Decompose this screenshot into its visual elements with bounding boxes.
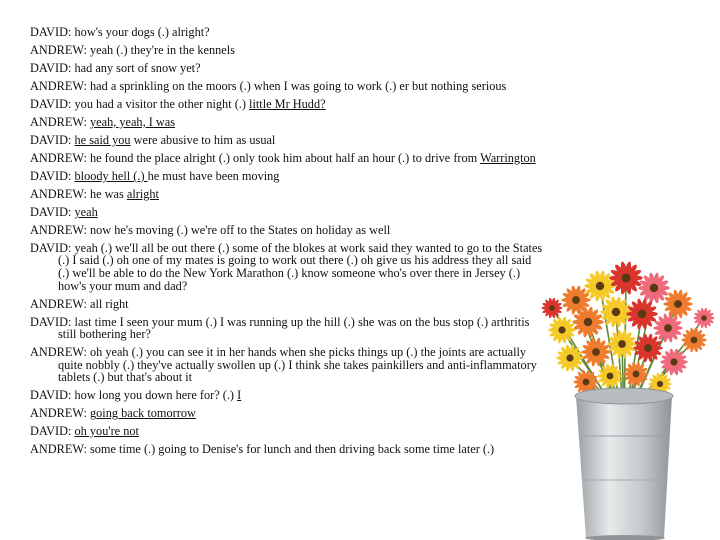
transcript-line <box>30 188 545 201</box>
transcript-text: ANDREW: he found the place alright (.) only took him about half an hour (.) to drive from <box>30 150 481 165</box>
transcript-line <box>30 152 545 165</box>
transcript-text: ANDREW: all right <box>30 296 129 311</box>
transcript-text: DAVID: yeah (.) we'll all be out there (.) some of the blokes at work said they wanted to go to the States (.) I said (.) oh one of my mates is going to work out there (.) oh give us his address they all said (.) we'll be able to do the New York Marathon (.) know someone who's over there in Jersey (.) how's your mum and dad? <box>30 240 543 293</box>
underlined-overlap-text: I <box>237 388 242 403</box>
underlined-overlap-text: he said you <box>74 132 131 147</box>
transcript-line <box>30 346 545 384</box>
underlined-overlap-text: alright <box>126 186 159 201</box>
transcript-line <box>30 298 545 311</box>
transcript-line <box>30 170 545 183</box>
transcript-text: DAVID: <box>30 132 75 147</box>
transcript-text: DAVID: <box>30 424 75 439</box>
transcript-line <box>30 443 545 456</box>
underlined-overlap-text: oh you're not <box>74 424 139 439</box>
flower-head <box>542 297 563 318</box>
transcript-line <box>30 80 545 93</box>
underlined-overlap-text: yeah <box>74 204 98 219</box>
underlined-overlap-text: Warrington <box>480 150 536 165</box>
transcript-text: ANDREW: <box>30 406 90 421</box>
flower-head <box>584 270 616 302</box>
transcript-text: ANDREW: yeah (.) they're in the kennels <box>30 42 235 57</box>
transcript-line <box>30 407 545 420</box>
transcript-line <box>30 116 545 129</box>
flower-head <box>694 307 715 328</box>
transcript-text: he must have been moving <box>147 168 280 183</box>
transcript-text: DAVID: <box>30 204 75 219</box>
flower-head <box>626 298 658 330</box>
transcript-text: ANDREW: oh yeah (.) you can see it in her hands when she picks things up (.) the joints are actually quite nobbly (.) they've actually swollen up (.) I think she takes painkillers and anti-inflammatory tablets (.) but that's about it <box>30 345 537 385</box>
transcript-line <box>30 44 545 57</box>
transcript-line <box>30 26 545 39</box>
underlined-overlap-text: little Mr Hudd? <box>249 96 326 111</box>
transcript-line <box>30 224 545 237</box>
transcript-text: ANDREW: he was <box>30 186 127 201</box>
transcript-text: DAVID: how's your dogs (.) alright? <box>30 25 210 39</box>
transcript-text: DAVID: had any sort of snow yet? <box>30 60 201 75</box>
transcript-text: ANDREW: some time (.) going to Denise's for lunch and then driving back some time later (.) <box>30 442 495 457</box>
flower-bucket-image <box>538 248 720 540</box>
transcript-text: DAVID: how long you down here for? (.) <box>30 388 238 403</box>
transcript-line <box>30 206 545 219</box>
transcript-text: DAVID: you had a visitor the other night (.) <box>30 96 250 111</box>
flower-heads <box>542 261 715 396</box>
transcript-text: DAVID: <box>30 168 75 183</box>
underlined-overlap-text: yeah, yeah, I was <box>90 114 176 129</box>
transcript-line <box>30 425 545 438</box>
transcript-line <box>30 316 545 341</box>
transcript-line <box>30 134 545 147</box>
underlined-overlap-text: bloody hell (.) <box>74 168 148 183</box>
flower-head <box>653 313 682 343</box>
underlined-overlap-text: going back tomorrow <box>90 406 196 421</box>
transcript-line <box>30 98 545 111</box>
transcript-text: ANDREW: <box>30 114 90 129</box>
flower-head <box>638 272 670 304</box>
transcript-text: ANDREW: now he's moving (.) we're off to the States on holiday as well <box>30 222 391 237</box>
metal-bucket <box>575 388 673 540</box>
transcript-text: were abusive to him as usual <box>130 132 276 147</box>
transcript-line <box>30 62 545 75</box>
conversation-transcript <box>30 26 545 461</box>
transcript-text: ANDREW: had a sprinkling on the moors (.) when I was going to work (.) er but nothing serious <box>30 78 507 93</box>
transcript-line <box>30 242 545 292</box>
transcript-text: DAVID: last time I seen your mum (.) I was running up the hill (.) she was on the bus stop (.) arthritis still bothering her? <box>30 314 530 342</box>
transcript-line <box>30 389 545 402</box>
